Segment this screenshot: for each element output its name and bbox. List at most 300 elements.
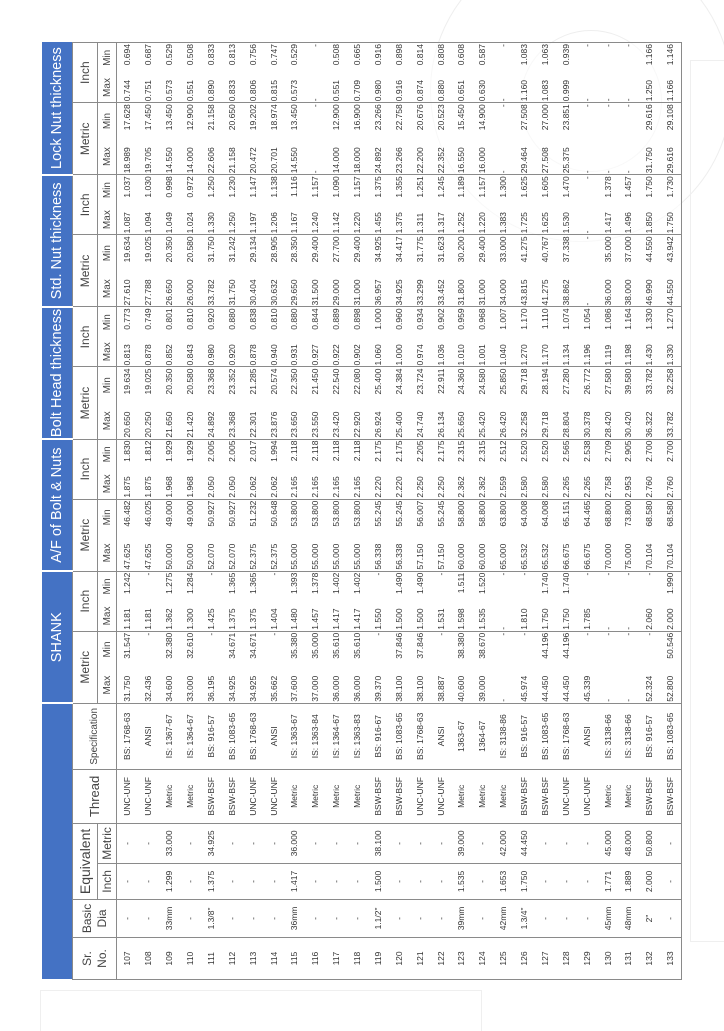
- cell-lock-nut-metric-max: 20.472: [242, 139, 263, 175]
- cell-shank-metric-min: 35.380: [284, 631, 305, 667]
- cell-bolt-head-inch-max: 1.119: [597, 337, 618, 367]
- cell-thread: UNC-UNF: [263, 769, 284, 823]
- cell-shank-inch-max: 1.181: [117, 601, 138, 631]
- col-header-basic-dia: Basic Dia: [73, 899, 117, 937]
- cell-bolt-head-metric-max: 23.550: [305, 403, 326, 439]
- cell-bolt-head-inch-max: 0.878: [242, 337, 263, 367]
- cell-bolt-head-metric-max: 24.892: [201, 403, 222, 439]
- cell-basic-dia: 39mm: [451, 899, 472, 937]
- cell-std-nut-metric-max: 31.000: [347, 271, 368, 307]
- cell-sr-no: 131: [618, 937, 639, 979]
- cell-std-nut-metric-min: 44.550: [639, 235, 660, 271]
- cell-lock-nut-inch-min: 0.687: [138, 43, 159, 73]
- cell-shank-metric-min: 35.610: [326, 631, 347, 667]
- cell-bolt-head-metric-min: 27.280: [555, 367, 576, 403]
- cell-std-nut-inch-max: 1.197: [242, 205, 263, 235]
- cell-std-nut-inch-min: 1.251: [409, 175, 430, 205]
- cell-shank-inch-max: 1.550: [368, 601, 389, 631]
- cell-std-nut-metric-max: 34.925: [388, 271, 409, 307]
- cell-equivalent-inch: -: [326, 863, 347, 899]
- cell-shank-inch-min: -: [597, 571, 618, 601]
- cell-lock-nut-inch-max: 0.980: [368, 73, 389, 103]
- cell-lock-nut-inch-max: -: [618, 73, 639, 103]
- cell-std-nut-inch-min: 1.378: [597, 175, 618, 205]
- cell-equivalent-metric: 39.000: [451, 823, 472, 863]
- cell-lock-nut-inch-min: 0.814: [409, 43, 430, 73]
- cell-af-metric-min: 49.000: [159, 499, 180, 535]
- cell-shank-metric-max: 52.324: [639, 667, 660, 703]
- cell-specification: BS: 1083-65: [388, 703, 409, 769]
- cell-af-inch-min: 2.175: [430, 439, 451, 469]
- cell-bolt-head-metric-max: 24.740: [409, 403, 430, 439]
- cell-std-nut-inch-max: 1.375: [388, 205, 409, 235]
- cell-af-inch-min: 2.700: [639, 439, 660, 469]
- cell-bolt-head-metric-max: 26.134: [430, 403, 451, 439]
- col-header-thread: Thread: [73, 769, 117, 823]
- cell-af-metric-min: 51.232: [242, 499, 263, 535]
- cell-af-inch-max: 2.760: [639, 469, 660, 499]
- cell-std-nut-inch-min: 1.157: [472, 175, 493, 205]
- cell-af-inch-max: 2.953: [618, 469, 639, 499]
- cell-std-nut-inch-min: 1.605: [535, 175, 556, 205]
- col-header-specification: Specification: [73, 703, 117, 769]
- cell-std-nut-inch-max: 1.725: [514, 205, 535, 235]
- cell-shank-inch-max: 1.375: [242, 601, 263, 631]
- cell-equivalent-inch: -: [576, 863, 597, 899]
- cell-af-metric-max: 57.150: [430, 535, 451, 571]
- cell-equivalent-inch: -: [117, 863, 138, 899]
- cell-bolt-head-metric-max: 22.301: [242, 403, 263, 439]
- cell-equivalent-inch: 1.535: [451, 863, 472, 899]
- cell-equivalent-metric: -: [180, 823, 201, 863]
- cell-shank-inch-min: 1.365: [221, 571, 242, 601]
- cell-bolt-head-inch-min: 0.902: [430, 307, 451, 337]
- table-body: [117, 43, 682, 980]
- cell-sr-no: 121: [409, 937, 430, 979]
- cell-bolt-head-inch-min: 0.838: [242, 307, 263, 337]
- cell-basic-dia: -: [409, 899, 430, 937]
- cell-bolt-head-metric-min: 25.850: [493, 367, 514, 403]
- cell-std-nut-metric-max: 36.000: [597, 271, 618, 307]
- cell-std-nut-metric-max: 33.299: [409, 271, 430, 307]
- cell-lock-nut-metric-min: 20.523: [430, 103, 451, 139]
- table-row: [305, 43, 326, 980]
- cell-bolt-head-inch-max: 1.170: [535, 337, 556, 367]
- cell-std-nut-metric-min: 31.775: [409, 235, 430, 271]
- cell-af-metric-max: 52.070: [201, 535, 222, 571]
- col-header-equivalent-metric: Metric: [98, 823, 117, 863]
- cell-bolt-head-metric-max: 25.650: [451, 403, 472, 439]
- cell-shank-metric-max: 44.450: [535, 667, 556, 703]
- cell-af-metric-min: 55.245: [388, 499, 409, 535]
- cell-basic-dia: 1.3/8": [201, 899, 222, 937]
- cell-equivalent-inch: -: [305, 863, 326, 899]
- cell-basic-dia: -: [180, 899, 201, 937]
- cell-equivalent-inch: 1.653: [493, 863, 514, 899]
- cell-std-nut-metric-min: 33.000: [493, 235, 514, 271]
- cell-shank-inch-max: 1.362: [159, 601, 180, 631]
- table-row: [368, 43, 389, 980]
- cell-lock-nut-metric-min: 23.266: [368, 103, 389, 139]
- cell-std-nut-metric-max: -: [576, 271, 597, 307]
- cell-equivalent-inch: -: [472, 863, 493, 899]
- cell-equivalent-inch: 1.771: [597, 863, 618, 899]
- cell-shank-metric-max: 34.925: [242, 667, 263, 703]
- cell-lock-nut-metric-min: 29.616: [639, 103, 660, 139]
- cell-equivalent-metric: 44.450: [514, 823, 535, 863]
- cell-sr-no: 130: [597, 937, 618, 979]
- cell-std-nut-inch-min: 1.116: [284, 175, 305, 205]
- cell-sr-no: 109: [159, 937, 180, 979]
- cell-std-nut-metric-max: 29.650: [284, 271, 305, 307]
- cell-equivalent-inch: 1.500: [368, 863, 389, 899]
- cell-af-inch-min: 2.118: [347, 439, 368, 469]
- cell-bolt-head-metric-max: 22.920: [347, 403, 368, 439]
- col-header-min: Min: [98, 43, 117, 73]
- cell-af-inch-max: 2.165: [284, 469, 305, 499]
- cell-basic-dia: 45mm: [597, 899, 618, 937]
- cell-specification: IS: 3138-66: [618, 703, 639, 769]
- cell-shank-metric-max: 39.370: [368, 667, 389, 703]
- cell-bolt-head-metric-min: 23.352: [221, 367, 242, 403]
- cell-shank-inch-min: -: [263, 571, 284, 601]
- cell-sr-no: 129: [576, 937, 597, 979]
- cell-shank-metric-min: 38.670: [472, 631, 493, 667]
- table-row: [138, 43, 159, 980]
- cell-shank-inch-min: 1.402: [326, 571, 347, 601]
- cell-shank-metric-min: -: [576, 631, 597, 667]
- cell-shank-metric-min: -: [368, 631, 389, 667]
- cell-sr-no: 120: [388, 937, 409, 979]
- cell-bolt-head-inch-min: 0.880: [284, 307, 305, 337]
- cell-shank-metric-min: -: [138, 631, 159, 667]
- cell-thread: Metric: [180, 769, 201, 823]
- cell-bolt-head-metric-min: 24.384: [388, 367, 409, 403]
- cell-std-nut-metric-min: 43.942: [660, 235, 682, 271]
- cell-shank-inch-max: -: [597, 601, 618, 631]
- cell-thread: UNC-UNF: [430, 769, 451, 823]
- cell-bolt-head-inch-max: 0.813: [117, 337, 138, 367]
- cell-std-nut-metric-max: 41.275: [535, 271, 556, 307]
- cell-std-nut-inch-max: 1.206: [263, 205, 284, 235]
- cell-std-nut-inch-max: 1.330: [201, 205, 222, 235]
- spec-table: [42, 42, 682, 980]
- cell-lock-nut-inch-min: 0.508: [326, 43, 347, 73]
- cell-shank-inch-min: 1.242: [117, 571, 138, 601]
- cell-shank-metric-max: -: [493, 667, 514, 703]
- cell-lock-nut-metric-max: 16.000: [472, 139, 493, 175]
- cell-equivalent-metric: -: [555, 823, 576, 863]
- cell-sr-no: 107: [117, 937, 138, 979]
- cell-af-inch-min: 2.709: [597, 439, 618, 469]
- cell-bolt-head-metric-min: 20.580: [180, 367, 201, 403]
- cell-std-nut-metric-max: 34.000: [493, 271, 514, 307]
- cell-shank-inch-max: 1.181: [138, 601, 159, 631]
- cell-lock-nut-metric-min: 17.450: [138, 103, 159, 139]
- cell-std-nut-inch-min: 1.750: [639, 175, 660, 205]
- cell-shank-inch-min: -: [576, 571, 597, 601]
- col-header-min: Min: [98, 439, 117, 469]
- cell-bolt-head-metric-max: 28.420: [597, 403, 618, 439]
- cell-equivalent-inch: -: [263, 863, 284, 899]
- cell-specification: BS: 916-67: [368, 703, 389, 769]
- cell-thread: Metric: [451, 769, 472, 823]
- cell-lock-nut-inch-min: 0.898: [388, 43, 409, 73]
- cell-specification: ANSI: [576, 703, 597, 769]
- cell-specification: IS: 1363-67: [284, 703, 305, 769]
- cell-bolt-head-inch-max: 1.198: [618, 337, 639, 367]
- cell-lock-nut-inch-max: 0.806: [242, 73, 263, 103]
- cell-shank-inch-min: -: [618, 571, 639, 601]
- cell-bolt-head-inch-min: 0.801: [159, 307, 180, 337]
- cell-shank-metric-max: 39.000: [472, 667, 493, 703]
- cell-lock-nut-metric-max: -: [597, 139, 618, 175]
- cell-lock-nut-inch-max: 0.573: [284, 73, 305, 103]
- cell-af-metric-min: 65.151: [555, 499, 576, 535]
- header-row-2: [73, 43, 98, 980]
- cell-sr-no: 132: [639, 937, 660, 979]
- cell-equivalent-inch: -: [138, 863, 159, 899]
- cell-lock-nut-inch-min: -: [597, 43, 618, 73]
- cell-thread: Metric: [326, 769, 347, 823]
- cell-std-nut-inch-min: 1.457: [618, 175, 639, 205]
- cell-shank-inch-max: -: [618, 601, 639, 631]
- cell-lock-nut-inch-max: -: [493, 73, 514, 103]
- col-header-min: Min: [98, 499, 117, 535]
- cell-specification: BS: 1083-65: [535, 703, 556, 769]
- cell-std-nut-metric-min: 34.925: [368, 235, 389, 271]
- cell-shank-inch-min: 1.378: [305, 571, 326, 601]
- cell-bolt-head-inch-min: 1.074: [555, 307, 576, 337]
- cell-equivalent-metric: -: [347, 823, 368, 863]
- cell-af-inch-min: 1.830: [117, 439, 138, 469]
- col-header-max: Max: [98, 469, 117, 499]
- cell-bolt-head-metric-max: 29.718: [535, 403, 556, 439]
- cell-basic-dia: 48mm: [618, 899, 639, 937]
- cell-af-inch-min: 2.512: [493, 439, 514, 469]
- col-header-max: Max: [98, 205, 117, 235]
- cell-lock-nut-metric-min: 14.900: [472, 103, 493, 139]
- watermark-base: [40, 990, 482, 1031]
- cell-shank-inch-min: 1.365: [242, 571, 263, 601]
- cell-bolt-head-metric-max: 21.650: [159, 403, 180, 439]
- cell-lock-nut-metric-max: 22.200: [409, 139, 430, 175]
- cell-std-nut-metric-min: 28.350: [284, 235, 305, 271]
- col-header-min: Min: [98, 235, 117, 271]
- cell-thread: Metric: [347, 769, 368, 823]
- cell-lock-nut-inch-max: -: [305, 73, 326, 103]
- cell-std-nut-inch-min: 1.245: [430, 175, 451, 205]
- cell-af-metric-max: 52.375: [242, 535, 263, 571]
- cell-bolt-head-inch-max: 1.134: [555, 337, 576, 367]
- cell-specification: IS: 3138-66: [597, 703, 618, 769]
- cell-thread: UNC-UNF: [409, 769, 430, 823]
- table-row: [535, 43, 556, 980]
- cell-af-metric-max: 70.104: [660, 535, 682, 571]
- cell-equivalent-inch: -: [535, 863, 556, 899]
- cell-bolt-head-metric-max: 26.420: [493, 403, 514, 439]
- cell-thread: Metric: [597, 769, 618, 823]
- cell-std-nut-metric-max: 26.650: [159, 271, 180, 307]
- cell-std-nut-metric-min: 19.025: [138, 235, 159, 271]
- cell-specification: BS: 1083-65: [660, 703, 682, 769]
- group-header-shank: SHANK: [42, 571, 73, 703]
- cell-lock-nut-metric-min: -: [493, 103, 514, 139]
- cell-lock-nut-inch-min: 0.756: [242, 43, 263, 73]
- cell-lock-nut-inch-max: -: [597, 73, 618, 103]
- cell-af-inch-max: 1.968: [159, 469, 180, 499]
- cell-bolt-head-inch-max: 1.036: [430, 337, 451, 367]
- cell-shank-metric-max: 33.000: [180, 667, 201, 703]
- cell-bolt-head-inch-min: 0.920: [201, 307, 222, 337]
- cell-specification: ANSI: [263, 703, 284, 769]
- col-header-max: Max: [98, 337, 117, 367]
- cell-sr-no: 115: [284, 937, 305, 979]
- cell-equivalent-metric: -: [221, 823, 242, 863]
- cell-shank-inch-max: 1.598: [451, 601, 472, 631]
- cell-lock-nut-metric-min: 27.000: [535, 103, 556, 139]
- cell-lock-nut-inch-max: 0.651: [451, 73, 472, 103]
- cell-sr-no: 110: [180, 937, 201, 979]
- cell-shank-inch-min: -: [430, 571, 451, 601]
- subheader-inch: Inch: [73, 439, 98, 499]
- cell-af-metric-min: 64.008: [535, 499, 556, 535]
- cell-bolt-head-inch-max: 1.330: [660, 337, 682, 367]
- cell-std-nut-metric-min: 20.350: [159, 235, 180, 271]
- cell-basic-dia: -: [221, 899, 242, 937]
- cell-bolt-head-inch-min: 1.330: [639, 307, 660, 337]
- cell-af-metric-max: 66.675: [576, 535, 597, 571]
- cell-lock-nut-inch-max: 0.999: [555, 73, 576, 103]
- cell-shank-metric-min: 35.610: [347, 631, 368, 667]
- cell-shank-inch-max: 1.425: [201, 601, 222, 631]
- cell-af-inch-min: 2.205: [409, 439, 430, 469]
- cell-std-nut-metric-max: 30.404: [242, 271, 263, 307]
- col-header-min: Min: [98, 307, 117, 337]
- cell-bolt-head-inch-min: 1.086: [597, 307, 618, 337]
- cell-bolt-head-metric-min: 23.724: [409, 367, 430, 403]
- cell-shank-metric-max: 36.000: [347, 667, 368, 703]
- cell-af-inch-max: 2.165: [347, 469, 368, 499]
- cell-std-nut-inch-min: 1.250: [201, 175, 222, 205]
- cell-shank-inch-min: 1.740: [535, 571, 556, 601]
- cell-equivalent-inch: -: [180, 863, 201, 899]
- cell-std-nut-inch-min: 1.375: [368, 175, 389, 205]
- cell-lock-nut-inch-max: 0.709: [347, 73, 368, 103]
- cell-std-nut-metric-min: 37.000: [618, 235, 639, 271]
- cell-shank-inch-max: 1.750: [555, 601, 576, 631]
- cell-shank-inch-max: 1.375: [221, 601, 242, 631]
- cell-thread: Metric: [159, 769, 180, 823]
- cell-bolt-head-inch-max: 0.902: [347, 337, 368, 367]
- cell-specification: IS: 3138-86: [493, 703, 514, 769]
- cell-basic-dia: -: [388, 899, 409, 937]
- table-row: [430, 43, 451, 980]
- cell-af-metric-max: 55.000: [305, 535, 326, 571]
- cell-bolt-head-metric-max: 33.782: [660, 403, 682, 439]
- cell-lock-nut-metric-max: 29.464: [514, 139, 535, 175]
- cell-basic-dia: -: [138, 899, 159, 937]
- cell-lock-nut-inch-min: 0.665: [347, 43, 368, 73]
- cell-lock-nut-inch-min: 1.083: [514, 43, 535, 73]
- cell-lock-nut-metric-max: 31.750: [639, 139, 660, 175]
- cell-basic-dia: 1.3/4": [514, 899, 535, 937]
- cell-bolt-head-inch-min: 1.007: [493, 307, 514, 337]
- cell-std-nut-inch-min: 1.147: [242, 175, 263, 205]
- group-header-bolt-head: Bolt Head thickness: [42, 307, 73, 439]
- cell-shank-metric-min: 50.546: [660, 631, 682, 667]
- cell-std-nut-metric-min: 19.634: [117, 235, 138, 271]
- cell-bolt-head-metric-min: 19.634: [117, 367, 138, 403]
- cell-shank-inch-max: 1.531: [430, 601, 451, 631]
- cell-af-inch-min: 1.929: [159, 439, 180, 469]
- cell-bolt-head-inch-min: 1.170: [514, 307, 535, 337]
- cell-lock-nut-metric-max: 18.989: [117, 139, 138, 175]
- cell-af-metric-max: 52.070: [221, 535, 242, 571]
- cell-bolt-head-inch-max: 0.920: [221, 337, 242, 367]
- cell-std-nut-inch-min: -: [576, 175, 597, 205]
- cell-sr-no: 111: [201, 937, 222, 979]
- cell-lock-nut-inch-min: 0.747: [263, 43, 284, 73]
- cell-sr-no: 124: [472, 937, 493, 979]
- cell-shank-inch-min: -: [639, 571, 660, 601]
- cell-std-nut-inch-min: 1.355: [388, 175, 409, 205]
- cell-bolt-head-inch-min: 0.968: [472, 307, 493, 337]
- cell-thread: UNC-UNF: [555, 769, 576, 823]
- cell-std-nut-inch-max: 1.220: [347, 205, 368, 235]
- cell-shank-metric-max: 45.339: [576, 667, 597, 703]
- table-row: [159, 43, 180, 980]
- cell-af-inch-min: 2.520: [514, 439, 535, 469]
- cell-equivalent-inch: -: [555, 863, 576, 899]
- cell-lock-nut-metric-min: -: [305, 103, 326, 139]
- cell-af-inch-max: 2.580: [535, 469, 556, 499]
- cell-shank-metric-min: 32.380: [159, 631, 180, 667]
- cell-af-metric-min: 50.927: [201, 499, 222, 535]
- cell-basic-dia: -: [555, 899, 576, 937]
- cell-shank-metric-min: 32.610: [180, 631, 201, 667]
- cell-lock-nut-inch-min: -: [493, 43, 514, 73]
- cell-shank-metric-max: 34.925: [221, 667, 242, 703]
- table-row: [263, 43, 284, 980]
- cell-bolt-head-inch-max: 0.931: [284, 337, 305, 367]
- cell-lock-nut-inch-min: 0.587: [472, 43, 493, 73]
- cell-bolt-head-metric-min: 21.285: [242, 367, 263, 403]
- cell-af-metric-min: 53.800: [284, 499, 305, 535]
- cell-basic-dia: 1.1/2": [368, 899, 389, 937]
- cell-af-inch-min: 1.812: [138, 439, 159, 469]
- cell-lock-nut-inch-min: 0.813: [221, 43, 242, 73]
- cell-bolt-head-inch-min: 0.959: [451, 307, 472, 337]
- cell-shank-metric-min: 34.671: [221, 631, 242, 667]
- cell-lock-nut-metric-min: -: [576, 103, 597, 139]
- cell-lock-nut-metric-max: -: [576, 139, 597, 175]
- cell-shank-metric-max: 44.450: [555, 667, 576, 703]
- cell-lock-nut-metric-max: 14.000: [180, 139, 201, 175]
- cell-af-inch-max: 2.220: [388, 469, 409, 499]
- cell-basic-dia: 33mm: [159, 899, 180, 937]
- table-row: [180, 43, 201, 980]
- col-header-equivalent-inch: Inch: [98, 863, 117, 899]
- cell-equivalent-metric: -: [409, 823, 430, 863]
- cell-lock-nut-metric-min: 20.676: [409, 103, 430, 139]
- cell-bolt-head-metric-min: 29.718: [514, 367, 535, 403]
- cell-lock-nut-metric-max: 22.606: [201, 139, 222, 175]
- cell-af-metric-min: 58.800: [472, 499, 493, 535]
- cell-bolt-head-metric-max: 23.650: [284, 403, 305, 439]
- cell-specification: IS: 1363-84: [305, 703, 326, 769]
- cell-lock-nut-metric-max: 14.550: [284, 139, 305, 175]
